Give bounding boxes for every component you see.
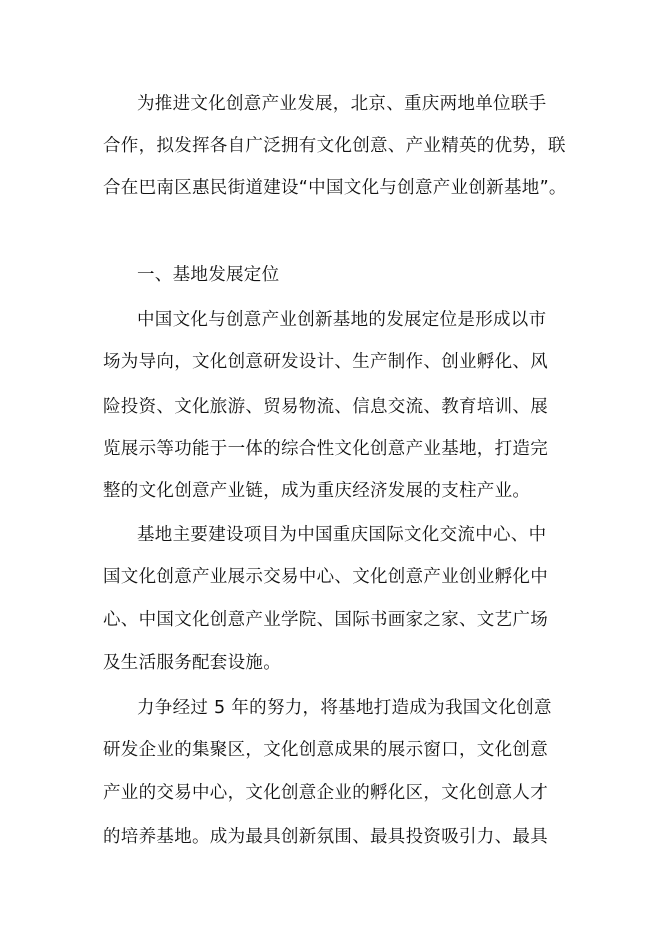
- para3-line-4: 的培养基地。成为最具创新氛围、最具投资吸引力、最具: [103, 827, 548, 847]
- para1-line-5: 整的文化创意产业链，成为重庆经济发展的支柱产业。: [103, 481, 531, 501]
- para1-line-3: 险投资、文化旅游、贸易物流、信息交流、教育培训、展: [103, 397, 548, 417]
- intro-line-1: 为推进文化创意产业发展，北京、重庆两地单位联手: [137, 94, 547, 114]
- para3-line-2: 研发企业的集聚区，文化创意成果的展示窗口，文化创意: [103, 740, 548, 760]
- intro-line-3: 合在巴南区惠民街道建设“中国文化与创意产业创新基地”。: [103, 178, 567, 198]
- para3-line-3: 产业的交易中心，文化创意企业的孵化区，文化创意人才: [103, 783, 548, 803]
- para2-line-1: 基地主要建设项目为中国重庆国际文化交流中心、中: [137, 525, 547, 545]
- para1-line-2: 场为导向，文化创意研发设计、生产制作、创业孵化、风: [103, 352, 548, 372]
- para2-line-2: 国文化创意产业展示交易中心、文化创意产业创业孵化中: [103, 567, 548, 587]
- para3-line-1: 力争经过 5 年的努力，将基地打造成为我国文化创意: [137, 698, 552, 718]
- para1-line-4: 览展示等功能于一体的综合性文化创意产业基地，打造完: [103, 439, 548, 459]
- section-heading: 一、基地发展定位: [137, 265, 280, 285]
- para1-line-1: 中国文化与创意产业创新基地的发展定位是形成以市: [137, 310, 547, 330]
- para2-line-3: 心、中国文化创意产业学院、国际书画家之家、文艺广场: [103, 610, 548, 630]
- intro-line-2: 合作，拟发挥各自广泛拥有文化创意、产业精英的优势，联: [103, 136, 566, 156]
- para2-line-4: 及生活服务配套设施。: [103, 653, 281, 673]
